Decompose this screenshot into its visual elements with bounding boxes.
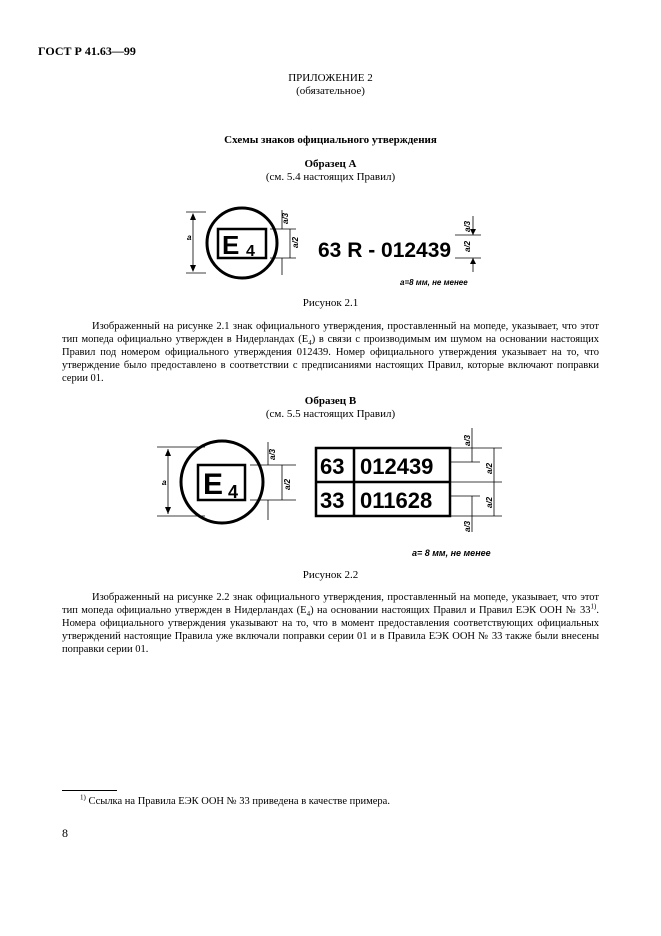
sample-a-dim-a3-circle: a/3 <box>281 212 290 224</box>
section-title: Схемы знаков официального утверждения <box>224 134 437 146</box>
sample-b-title: Образец В <box>304 395 357 407</box>
sample-a-ref: (см. 5.4 настоящих Правил) <box>265 171 396 183</box>
footnote-marker: 1) <box>80 793 86 802</box>
sample-a-dim-a2-circle: a/2 <box>291 236 300 248</box>
sample-a-paragraph: Изображенный на рисунке 2.1 знак официального утверждения, проставленный на мопеде, указывает, что этот тип мопеда официально утвержден в Нидерландах $(E_4)$ в связи с производимым им шумом на основании настоящих Правил под номером официального утверждения 012439. Номер официального утверждения указывает на то, что утверждение было предоставлено в соответствии с предписаниями настоящих Правил, которые включают поправки серии 01. <box>62 321 599 384</box>
sample-b-row2-number: 011628 <box>360 488 433 513</box>
figure-2-1-caption: Рисунок 2.1 <box>302 297 359 309</box>
footnote-separator <box>62 790 117 791</box>
sample-b-row2-reg: 33 <box>320 488 345 513</box>
appendix-title: ПРИЛОЖЕНИЕ 2 <box>288 72 373 84</box>
sample-a-dim-a: a <box>187 233 192 242</box>
sample-b-dim-a2-top: a/2 <box>485 462 494 474</box>
sample-b-row1-reg: 63 <box>320 454 345 479</box>
sample-a-approval-number: 63 R - 012439 <box>318 239 452 262</box>
sample-b-dim-a3-top: a/3 <box>463 434 472 446</box>
sample-b-row1-number: 012439 <box>360 454 434 479</box>
figure-2-2-caption: Рисунок 2.2 <box>302 569 359 581</box>
sample-a-title: Образец А <box>304 158 357 170</box>
sample-b-dim-note: a= 8 мм, не менее <box>412 548 491 558</box>
sample-b-ref: (см. 5.5 настоящих Правил) <box>265 408 396 420</box>
sample-a-dim-a3-number: a/3 <box>463 220 472 232</box>
footnote <box>80 793 390 807</box>
sample-b-dim-a2-circle: a/2 <box>283 478 292 490</box>
sample-a-dim-note: a=8 мм, не менее <box>400 278 468 287</box>
page-number: 8 <box>62 826 68 840</box>
sample-a-mark-number: 4 <box>246 243 255 260</box>
sample-b-paragraph: Изображенный на рисунке 2.2 знак официального утверждения, проставленный на мопеде, указывает, что этот тип мопеда официально утвержден в Нидерландах $(E_4)$ на основании настоящих Правил и Правил ЕЭК ООН № 33$^{1)}$. Номера официального утверждения указывают на то, что в момент предоставления соответствующих официальных утверждений настоящие Правила уже включали поправки серии 01 и в Правила ЕЭК ООН № 33 также были внесены поправки серии 01. <box>62 592 600 655</box>
sample-b-dim-a3-circle: a/3 <box>268 448 277 460</box>
appendix-subtitle: (обязательное) <box>296 85 365 97</box>
sample-b-mark-letter: E <box>203 468 224 501</box>
sample-b-dim-a2-bottom: a/2 <box>485 496 494 508</box>
sample-b-dim-a: a <box>162 478 167 487</box>
sample-b-dim-a3-bottom: a/3 <box>463 520 472 532</box>
footnote-text: Ссылка на Правила ЕЭК ООН № 33 приведена в качестве примера. <box>85 796 390 807</box>
sample-b-mark-number: 4 <box>228 482 239 502</box>
sample-a-dim-a2-number: a/2 <box>463 240 472 252</box>
document-id: ГОСТ Р 41.63—99 <box>38 44 136 58</box>
sample-a-mark-letter: E <box>222 230 240 260</box>
